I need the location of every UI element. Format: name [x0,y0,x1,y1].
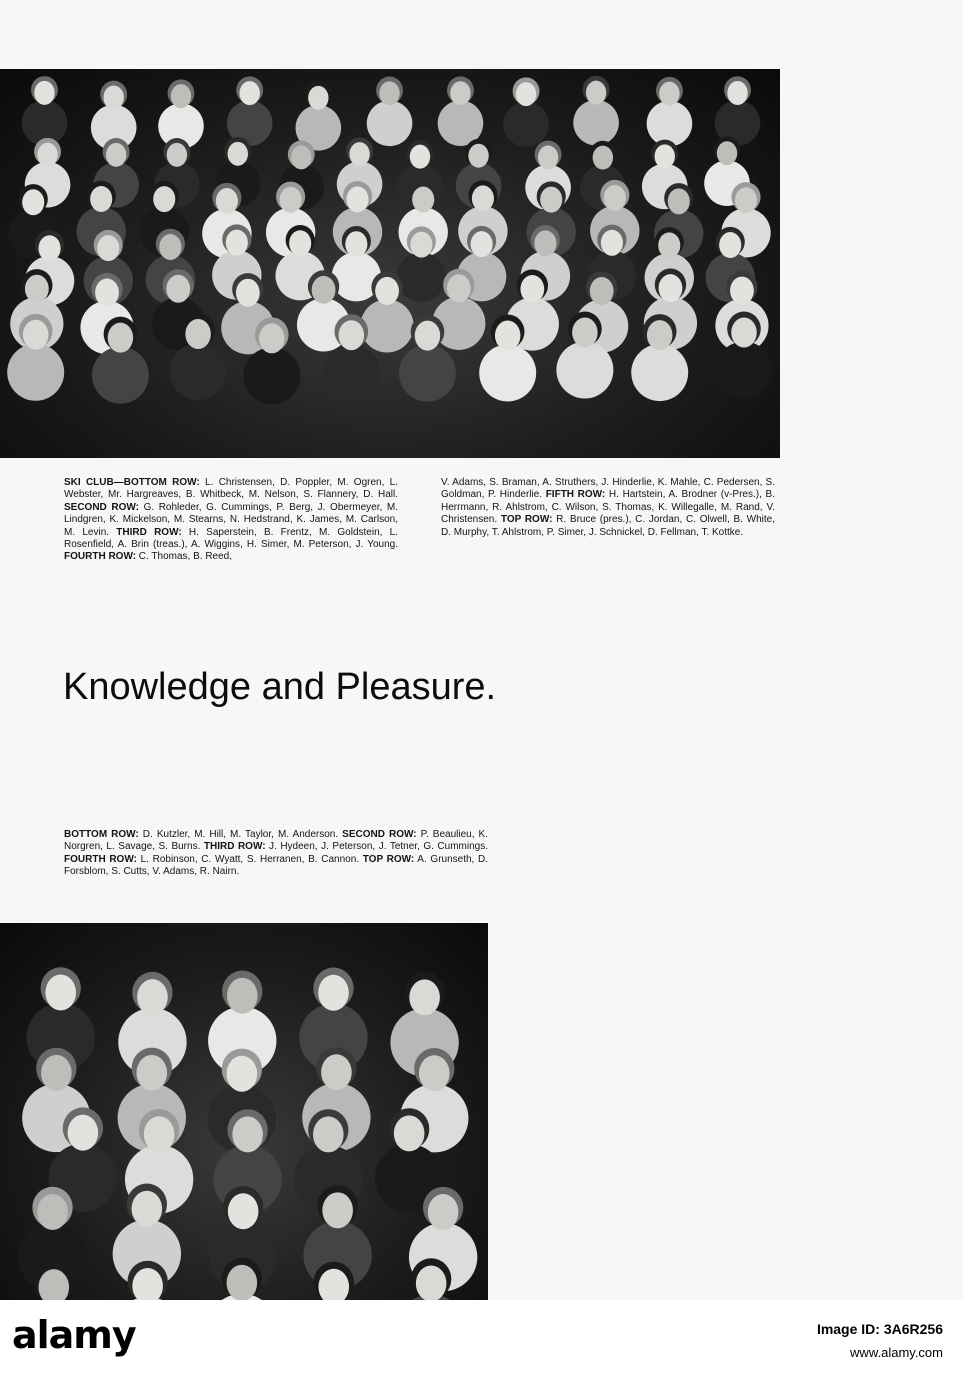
caption-row-label: TOP ROW: [500,514,553,526]
caption-row-label: FOURTH ROW: [64,853,137,865]
page-heading: Knowledge and Pleasure. [63,666,497,708]
caption-names: H. Hartstein, A. Brodner (v-Pres.), B. Herrmann, R. Ahlstrom, C. Wilson, S. Thomas, K. Willegalle, M. Rand, V. Christensen. [441,489,775,526]
ski-club-caption-right-column [441,477,775,539]
caption-row-label: SECOND ROW: [64,501,139,513]
caption-names: R. Bruce (pres.), C. Jordan, C. Olwell, B. White, D. Murphy, T. Ahlstrom, P. Simer, J. Schnickel, D. Fellman, T. Kottke. [441,514,776,538]
ski-club-caption-left-column [64,477,398,564]
caption-names: D. Kutzler, M. Hill, M. Taylor, M. Anderson. [138,829,343,840]
caption-row-label: FIFTH ROW: [545,489,606,501]
caption-row-label: THIRD ROW: [116,526,182,538]
caption-row-label: TOP ROW: [362,853,415,865]
caption-names: C. Thomas, B. Reed, [136,551,232,563]
caption-names: J. Hydeen, J. Peterson, J. Tetner, G. Cummings. [265,841,488,853]
second-group-photo-figures [0,923,488,1300]
person-figure [367,77,413,147]
caption-names: L. Robinson, C. Wyatt, S. Herranen, B. Cannon. [136,853,363,865]
person-figure [715,76,761,146]
caption-names: P. Beaulieu, K. Norgren, L. Savage, S. Burns. [64,829,488,853]
person-figure [158,79,204,149]
caption-row-label: SECOND ROW: [342,829,417,840]
person-figure [573,76,619,146]
second-group-caption [64,829,488,879]
watermark-bar [0,1300,963,1390]
caption-row-label: BOTTOM ROW: [64,829,139,840]
watermark-logo: alamy [12,1313,136,1357]
caption-names: L. Christensen, D. Poppler, M. Ogren, L. Webster, Mr. Hargreaves, B. Whitbeck, M. Nelson, S. Flannery, D. Hall. [64,477,399,501]
ski-club-group-photo-figures [0,69,780,458]
second-group-photo [0,923,488,1300]
person-figure [22,76,68,146]
caption-names: H. Saperstein, B. Frentz, M. Goldstein, L. Rosenfield, A. Brin (treas.), A. Wiggins, H. Simer, M. Peterson, J. Young. [64,526,398,551]
person-figure [296,81,342,151]
ski-club-group-photo [0,69,780,458]
caption-names: A. Grunseth, D. Forsblom, S. Cutts, V. Adams, R. Nairn. [64,853,488,878]
caption-row-label: THIRD ROW: [203,841,266,853]
person-figure [647,77,693,147]
person-figure [503,77,549,147]
person-figure [438,76,484,146]
caption-names: G. Rohleder, G. Cummings, P. Berg, J. Obermeyer, M. Lindgren, K. Mickelson, M. Stearns, N. Hedstrand, K. James, M. Carlson, M. Levin. [64,501,398,538]
caption-row-label: SKI CLUB—BOTTOM ROW: [64,477,200,488]
person-figure [227,76,273,146]
caption-names: V. Adams, S. Braman, A. Struthers, J. Hinderlie, K. Mahle, C. Pedersen, S. Goldman, P. Hinderlie. [441,477,775,501]
caption-row-label: FOURTH ROW: [64,551,137,563]
watermark-image-id: Image ID: 3A6R256 [816,1321,943,1337]
watermark-url: www.alamy.com [850,1345,943,1360]
